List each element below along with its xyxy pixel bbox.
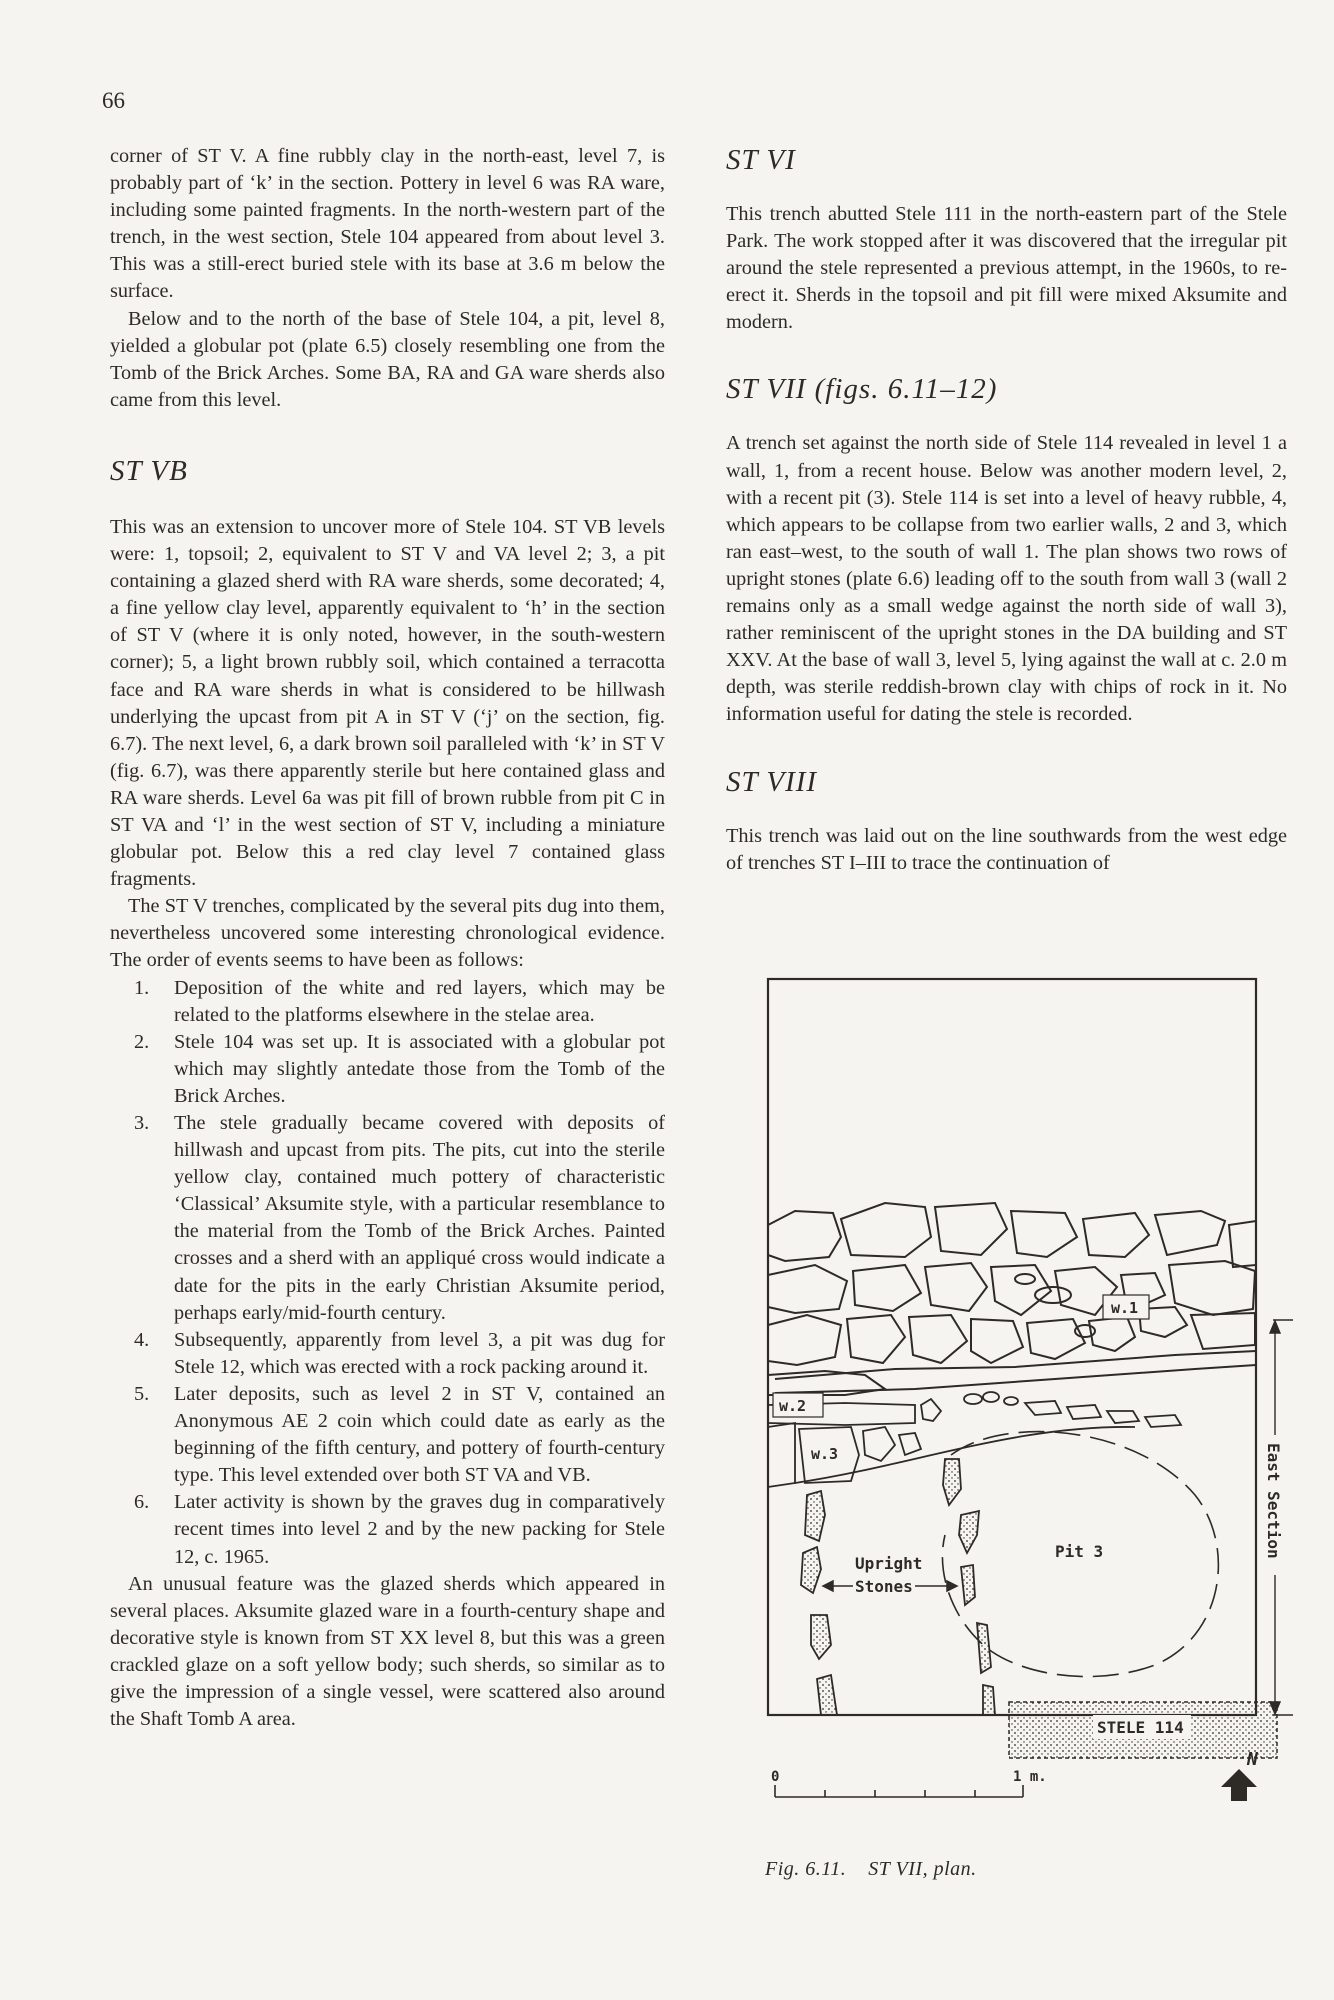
paragraph: An unusual feature was the glazed sherds which appeared in several places. Aksumite glazed ware in a fourth-century shape and decorative style is known from ST XX level 8, but this was a green crackled glaze on a soft yellow body; such sherds, so similar as to give the impression of a single vessel, were scattered also around the Shaft Tomb A area. xyxy=(110,1572,665,1731)
plan-drawing xyxy=(755,975,1315,1805)
list-item xyxy=(110,1029,665,1110)
section-heading-st-vi: ST VI xyxy=(726,144,796,176)
list-number: 5. xyxy=(134,1382,150,1405)
list-item xyxy=(110,1110,665,1327)
wall-3-label: w.3 xyxy=(811,1445,839,1463)
east-section-label: East Section xyxy=(1264,1443,1283,1559)
figure-caption-number: Fig. 6.11. xyxy=(765,1858,847,1880)
scale-zero-label: 0 xyxy=(771,1769,780,1785)
list-text: Later deposits, such as level 2 in ST V, contained an Anonymous AE 2 coin which could date as early as the beginning of the fifth century, and pottery of fourth-century type. This level extended over both ST VA and VB. xyxy=(174,1382,665,1487)
section-heading-st-vb: ST VB xyxy=(110,454,188,487)
list-text: Stele 104 was set up. It is associated with a globular pot which may slightly antedate those from the Tomb of the Brick Arches. xyxy=(174,1030,665,1107)
figure-caption xyxy=(765,1858,977,1881)
scale-one-meter-label: 1 m. xyxy=(1013,1769,1047,1785)
right-column xyxy=(726,143,1287,877)
list-item xyxy=(110,1327,665,1381)
list-item xyxy=(110,975,665,1029)
wall-2-label: w.2 xyxy=(779,1397,807,1415)
figure-caption-title: ST VII, plan. xyxy=(868,1858,977,1880)
heading-part: ST VII ( xyxy=(726,373,826,406)
upright-stones-label-2: Stones xyxy=(855,1577,913,1596)
list-number: 3. xyxy=(134,1112,150,1134)
stele-114-label: STELE 114 xyxy=(1097,1718,1184,1737)
list-number: 4. xyxy=(134,1328,150,1351)
pit-3-label: Pit 3 xyxy=(1055,1542,1104,1561)
figure-st-vii-plan xyxy=(755,975,1315,1805)
event-list xyxy=(110,975,665,1571)
list-text: The stele gradually became covered with deposits of hillwash and upcast from pits. The pits, cut into the sterile yellow clay, contained much pottery of characteristic ‘Classical’ Aksumite style, with a particular resemblance to the material from the Tomb of the Brick Arches. Painted crosses and a sherd with an appliqué cross would indicate a date for the pits in the early Christian Aksumite period, perhaps early/mid-fourth century. xyxy=(174,1112,665,1324)
paragraph: This was an extension to uncover more of Stele 104. ST VB levels were: 1, topsoil; 2, equivalent to ST V and VA level 2; 3, a pit containing a glazed sherd with RA ware sherds, some decorated; 4, a fine yellow clay level, apparently equivalent to ‘h’ in the section of ST V (where it is only noted, however, in the south-western corner); 5, a light brown rubbly soil, which contained a terracotta face and RA ware sherds in what is considered to be hillwash underlying the upcast from pit A in ST V (‘j’ on the section, fig. 6.7). The next level, 6, a dark brown soil paralleled with ‘k’ in ST V (fig. 6.7), was there apparently sterile but here contained glass and RA ware sherds. Level 6a was pit fill of brown rubble from pit C in ST VA and ‘l’ in the west section of ST V, including a miniature globular pot. Below this a red clay level 7 contained glass fragments. xyxy=(110,515,665,891)
list-text: Later activity is shown by the graves dug in comparatively recent times into level 2 and by the new packing for Stele 12, c. 1965. xyxy=(174,1491,665,1568)
paragraph: The ST V trenches, complicated by the several pits dug into them, nevertheless uncovered some interesting chronological evidence. The order of events seems to have been as follows: xyxy=(110,895,665,972)
wall-2-stones xyxy=(768,1392,1181,1427)
list-number: 6. xyxy=(134,1491,150,1514)
list-text: Subsequently, apparently from level 3, a pit was dug for Stele 12, which was erected with a rock packing around it. xyxy=(174,1328,665,1378)
section-heading-st-vii xyxy=(726,372,1287,406)
left-column xyxy=(110,143,665,1733)
heading-part: 6.11–12) xyxy=(879,373,998,406)
paragraph: This trench abutted Stele 111 in the north-eastern part of the Stele Park. The work stopped after it was discovered that the irregular pit around the stele represented a previous attempt, in the 1960s, to re-erect it. Sherds in the topsoil and pit fill were mixed Aksumite and modern. xyxy=(726,203,1287,334)
list-item xyxy=(110,1489,665,1570)
list-text: Deposition of the white and red layers, which may be related to the platforms elsewhere in the stelae area. xyxy=(174,976,665,1026)
scale-bar xyxy=(775,1785,1023,1797)
wall-1-stones xyxy=(768,1203,1256,1395)
list-item xyxy=(110,1381,665,1489)
list-number: 2. xyxy=(134,1030,150,1053)
page-number: 66 xyxy=(102,88,125,113)
list-number: 1. xyxy=(134,976,150,999)
paragraph: A trench set against the north side of Stele 114 revealed in level 1 a wall, 1, from a recent house. Below was another modern level, 2, with a recent pit (3). Stele 114 is set into a level of heavy rubble, 4, which appears to be collapse from two earlier walls, 2 and 3, which ran east–west, to the south of wall 1. The plan shows two rows of upright stones (plate 6.6) leading off to the south from wall 3 (wall 2 remains only as a small wedge against the north side of wall 3), rather reminiscent of the upright stones in the DA building and ST XXV. At the base of wall 3, level 5, lying against the wall at c. 2.0 m depth, was sterile reddish-brown clay with chips of rock in it. No information useful for dating the stele is recorded. xyxy=(726,432,1287,726)
north-label: N xyxy=(1247,1749,1258,1770)
wall-1-label: w.1 xyxy=(1111,1299,1139,1317)
section-heading-st-viii: ST VIII xyxy=(726,765,818,798)
paragraph: Below and to the north of the base of Stele 104, a pit, level 8, yielded a globular pot (plate 6.5) closely resembling one from the Tomb of the Brick Arches. Some BA, RA and GA ware sherds also came from this level. xyxy=(110,307,665,411)
paragraph: corner of ST V. A fine rubbly clay in the north-east, level 7, is probably part of ‘k’ in the section. Pottery in level 6 was RA ware, including some painted fragments. In the north-western part of the trench, in the west section, Stele 104 appeared from about level 3. This was a still-erect buried stele with its base at 3.6 m below the surface. xyxy=(110,145,665,303)
upright-stones-label: Upright xyxy=(855,1554,923,1573)
figure-reference-link[interactable]: figs. xyxy=(825,373,880,406)
paragraph: This trench was laid out on the line southwards from the west edge of trenches ST I–III to trace the continuation of xyxy=(726,824,1287,874)
north-arrow-icon xyxy=(1221,1769,1257,1801)
trench-outline xyxy=(768,979,1256,1715)
